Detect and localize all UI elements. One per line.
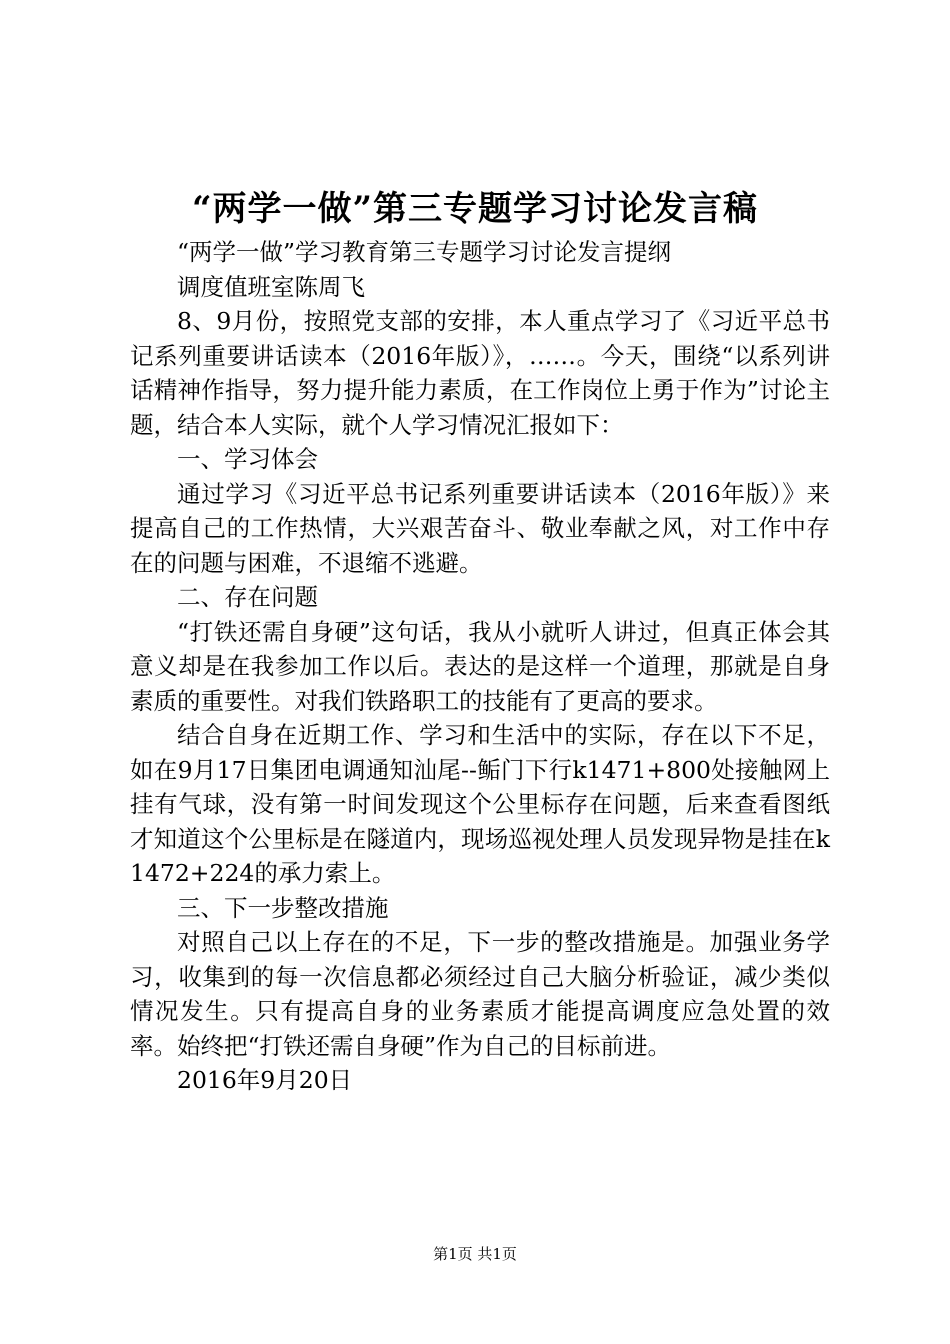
section-heading-3: 三、下一步整改措施 [177, 893, 389, 922]
section-3-paragraph: 对照自己以上存在的不足，下一步的整改措施是。加强业务学习，收集到的每一次信息都必须经过自己大脑分析验证，减少类似情况发生。只有提高自身的业务素质才能提高调度应急处置的效率。始终把“打铁还需自身硬”作为自己的目标前进。 [130, 928, 830, 1060]
intro-paragraph: 8、9月份，按照党支部的安排，本人重点学习了《习近平总书记系列重要讲话读本（2016年版）》，……。今天，围绕“以系列讲话精神作指导，努力提升能力素质，在工作岗位上勇于作为”讨论主题，结合本人实际，就个人学习情况汇报如下： [130, 307, 830, 439]
section-2-paragraph-2: 结合自身在近期工作、学习和生活中的实际，存在以下不足，如在9月17日集团电调通知汕尾--鲘门下行k1471+800处接触网上挂有气球，没有第一时间发现这个公里标存在问题，后来查看图纸才知道这个公里标是在隧道内，现场巡视处理人员发现异物是挂在k1472+224的承力索上。 [130, 721, 830, 887]
document-date: 2016年9月20日 [177, 1066, 353, 1094]
section-heading-1: 一、学习体会 [177, 445, 318, 473]
section-2-paragraph-1: “打铁还需自身硬”这句话，我从小就听人讲过，但真正体会其意义却是在我参加工作以后。表达的是这样一个道理，那就是自身素质的重要性。对我们铁路职工的技能有了更高的要求。 [130, 617, 830, 715]
author-line: 调度值班室陈周飞 [177, 272, 365, 301]
document-title: “两学一做”第三专题学习讨论发言稿 [191, 189, 759, 229]
subtitle: “两学一做”学习教育第三专题学习讨论发言提纲 [177, 238, 672, 266]
section-heading-2: 二、存在问题 [177, 583, 318, 611]
document-body [130, 235, 830, 1098]
section-1-paragraph: 通过学习《习近平总书记系列重要讲话读本（2016年版）》来提高自己的工作热情，大兴艰苦奋斗、敬业奉献之风，对工作中存在的问题与困难，不退缩不逃避。 [130, 479, 830, 577]
page-footer: 第1页 共1页 [433, 1245, 517, 1263]
